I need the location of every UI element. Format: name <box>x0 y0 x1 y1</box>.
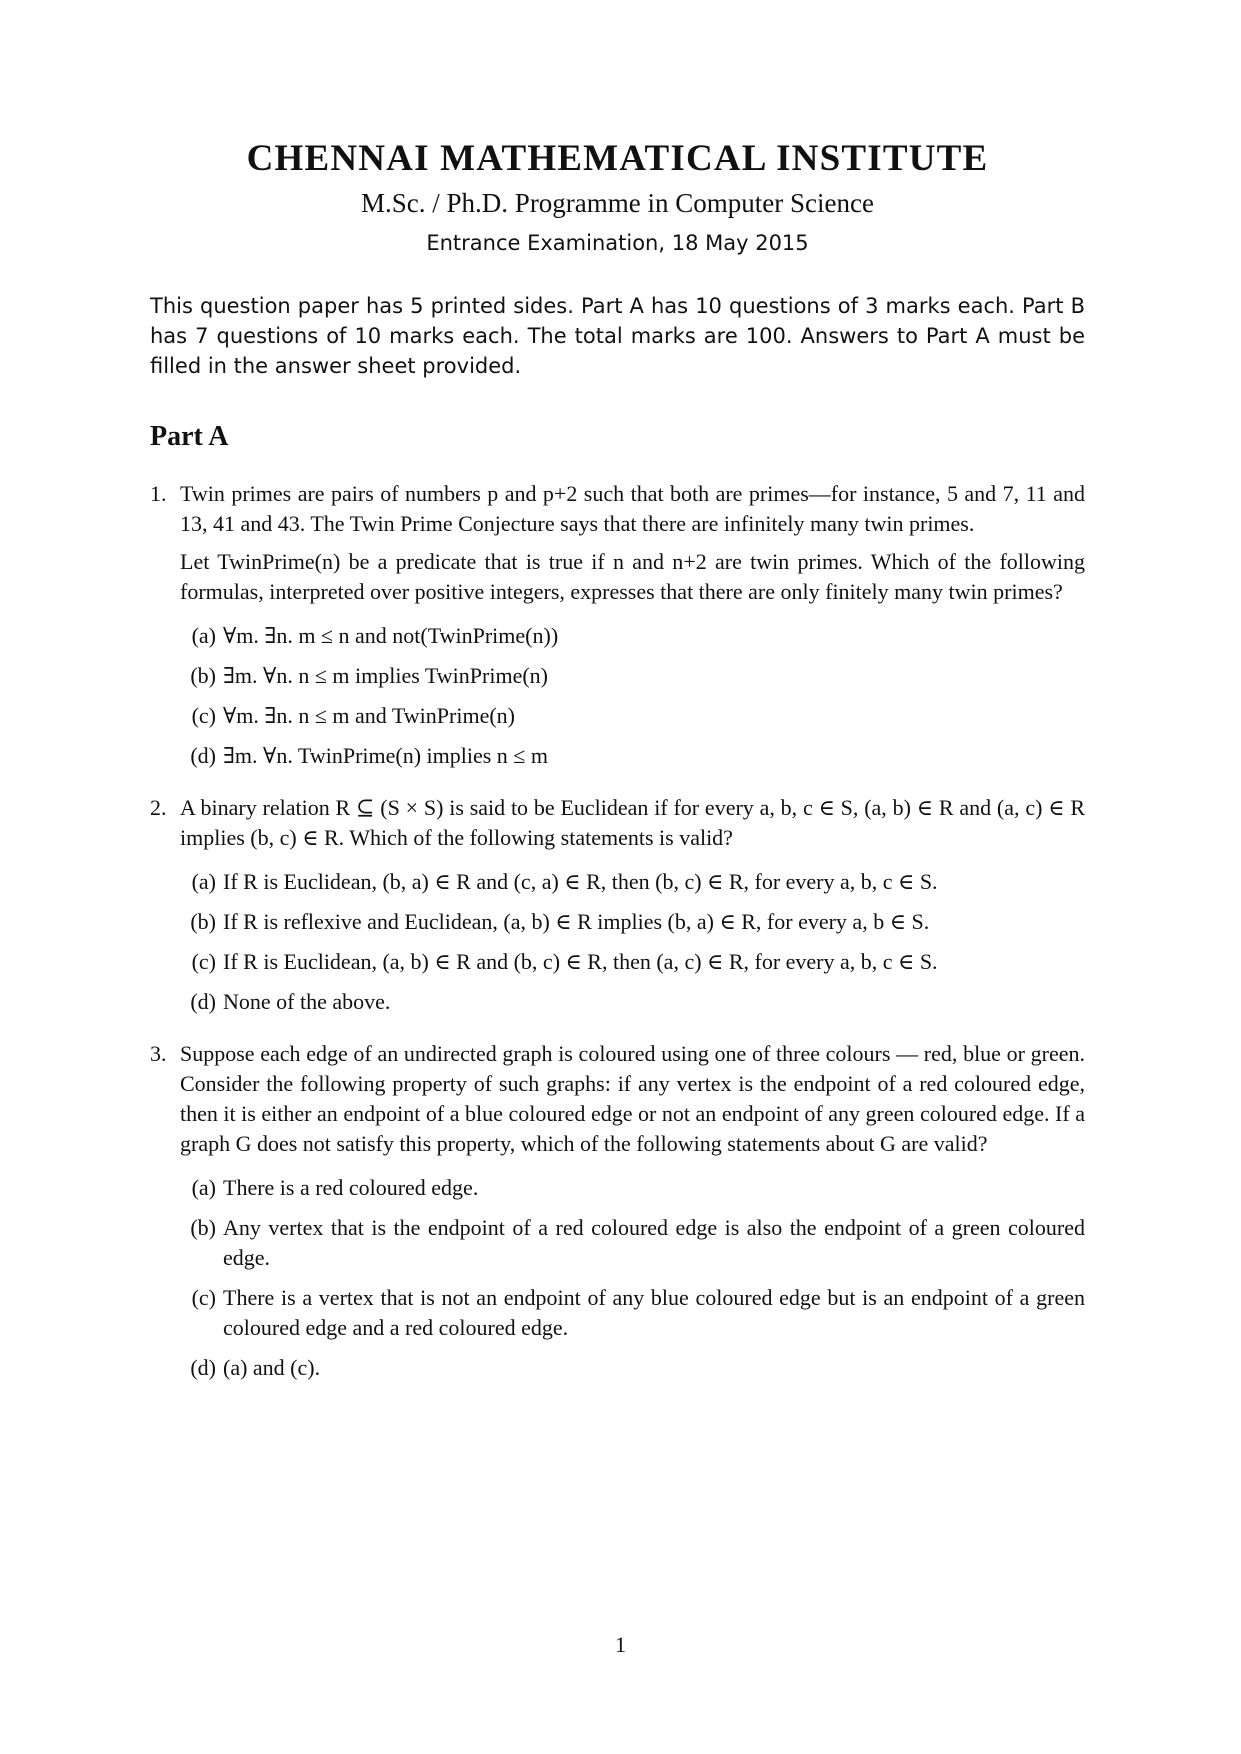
question-number: 3. <box>150 1041 167 1066</box>
option-text: ∀m. ∃n. n ≤ m and TwinPrime(n) <box>223 703 515 728</box>
option-label: (a) <box>191 869 216 894</box>
option-text: If R is Euclidean, (a, b) ∈ R and (b, c) ∈ R, then (a, c) ∈ R, for every a, b, c ∈ S. <box>223 949 938 974</box>
option-text: There is a vertex that is not an endpoint of any blue coloured edge but is an endpoint of a green coloured edge and a red coloured edge. <box>223 1285 1085 1340</box>
exam-date: Entrance Examination, 18 May 2015 <box>426 231 809 255</box>
option-text: ∀m. ∃n. m ≤ n and not(TwinPrime(n)) <box>223 623 559 648</box>
programme-subtitle: M.Sc. / Ph.D. Programme in Computer Science <box>361 188 874 218</box>
question-number: 2. <box>150 795 167 820</box>
option-a <box>180 1173 1085 1203</box>
option-text: If R is reflexive and Euclidean, (a, b) ∈ R implies (b, a) ∈ R, for every a, b ∈ S. <box>223 909 930 934</box>
option-text: ∃m. ∀n. n ≤ m implies TwinPrime(n) <box>223 663 548 688</box>
option-label: (b) <box>190 909 216 934</box>
option-a <box>180 621 1085 651</box>
option-label: (d) <box>190 743 216 768</box>
option-c <box>180 947 1085 977</box>
options-list <box>180 621 1085 771</box>
option-c <box>180 1283 1085 1343</box>
question-text: Let TwinPrime(n) be a predicate that is true if n and n+2 are twin primes. Which of the following formulas, interpreted over positive integers, expresses that there are only finitely many twin primes? <box>180 549 1085 604</box>
option-d <box>180 741 1085 771</box>
option-label: (c) <box>191 1285 216 1310</box>
question-1 <box>150 479 1085 771</box>
option-b <box>180 907 1085 937</box>
option-text: (a) and (c). <box>223 1355 321 1380</box>
question-text: A binary relation R ⊆ (S × S) is said to be Euclidean if for every a, b, c ∈ S, (a, b) ∈ R and (a, c) ∈ R implies (b, c) ∈ R. Which of the following statements is valid? <box>180 795 1085 850</box>
part-heading: Part A <box>150 421 229 452</box>
option-label: (a) <box>191 1175 216 1200</box>
option-d <box>180 1353 1085 1383</box>
question-3 <box>150 1039 1085 1383</box>
question-2 <box>150 793 1085 1017</box>
options-list <box>180 867 1085 1017</box>
option-b <box>180 661 1085 691</box>
option-b <box>180 1213 1085 1273</box>
option-label: (c) <box>191 949 216 974</box>
option-label: (c) <box>191 703 216 728</box>
option-c <box>180 701 1085 731</box>
page-number: 1 <box>615 1632 626 1657</box>
question-number: 1. <box>150 481 167 506</box>
instructions: This question paper has 5 printed sides. Part A has 10 questions of 3 marks each. Part B has 7 questions of 10 marks each. The total marks are 100. Answers to Part A must be filled in the answer sheet provided. <box>150 294 1085 378</box>
option-text: None of the above. <box>223 989 391 1014</box>
question-text: Suppose each edge of an undirected graph is coloured using one of three colours — red, blue or green. Consider the following property of such graphs: if any vertex is the endpoint of a red coloured edge, then it is either an endpoint of a blue coloured edge or not an endpoint of any green coloured edge. If a graph G does not satisfy this property, which of the following statements about G are valid? <box>180 1041 1085 1156</box>
option-d <box>180 987 1085 1017</box>
option-label: (b) <box>190 1215 216 1240</box>
question-text: Twin primes are pairs of numbers p and p+2 such that both are primes—for instance, 5 and 7, 11 and 13, 41 and 43. The Twin Prime Conjecture says that there are infinitely many twin primes. <box>180 481 1085 536</box>
option-text: There is a red coloured edge. <box>223 1175 479 1200</box>
exam-page <box>150 135 1085 1393</box>
institute-title: CHENNAI MATHEMATICAL INSTITUTE <box>246 138 989 179</box>
options-list <box>180 1173 1085 1383</box>
option-label: (b) <box>190 663 216 688</box>
option-text: ∃m. ∀n. TwinPrime(n) implies n ≤ m <box>223 743 548 768</box>
option-label: (d) <box>190 989 216 1014</box>
option-label: (d) <box>190 1355 216 1380</box>
option-a <box>180 867 1085 897</box>
option-label: (a) <box>191 623 216 648</box>
option-text: Any vertex that is the endpoint of a red coloured edge is also the endpoint of a green coloured edge. <box>223 1215 1085 1270</box>
option-text: If R is Euclidean, (b, a) ∈ R and (c, a) ∈ R, then (b, c) ∈ R, for every a, b, c ∈ S. <box>223 869 938 894</box>
